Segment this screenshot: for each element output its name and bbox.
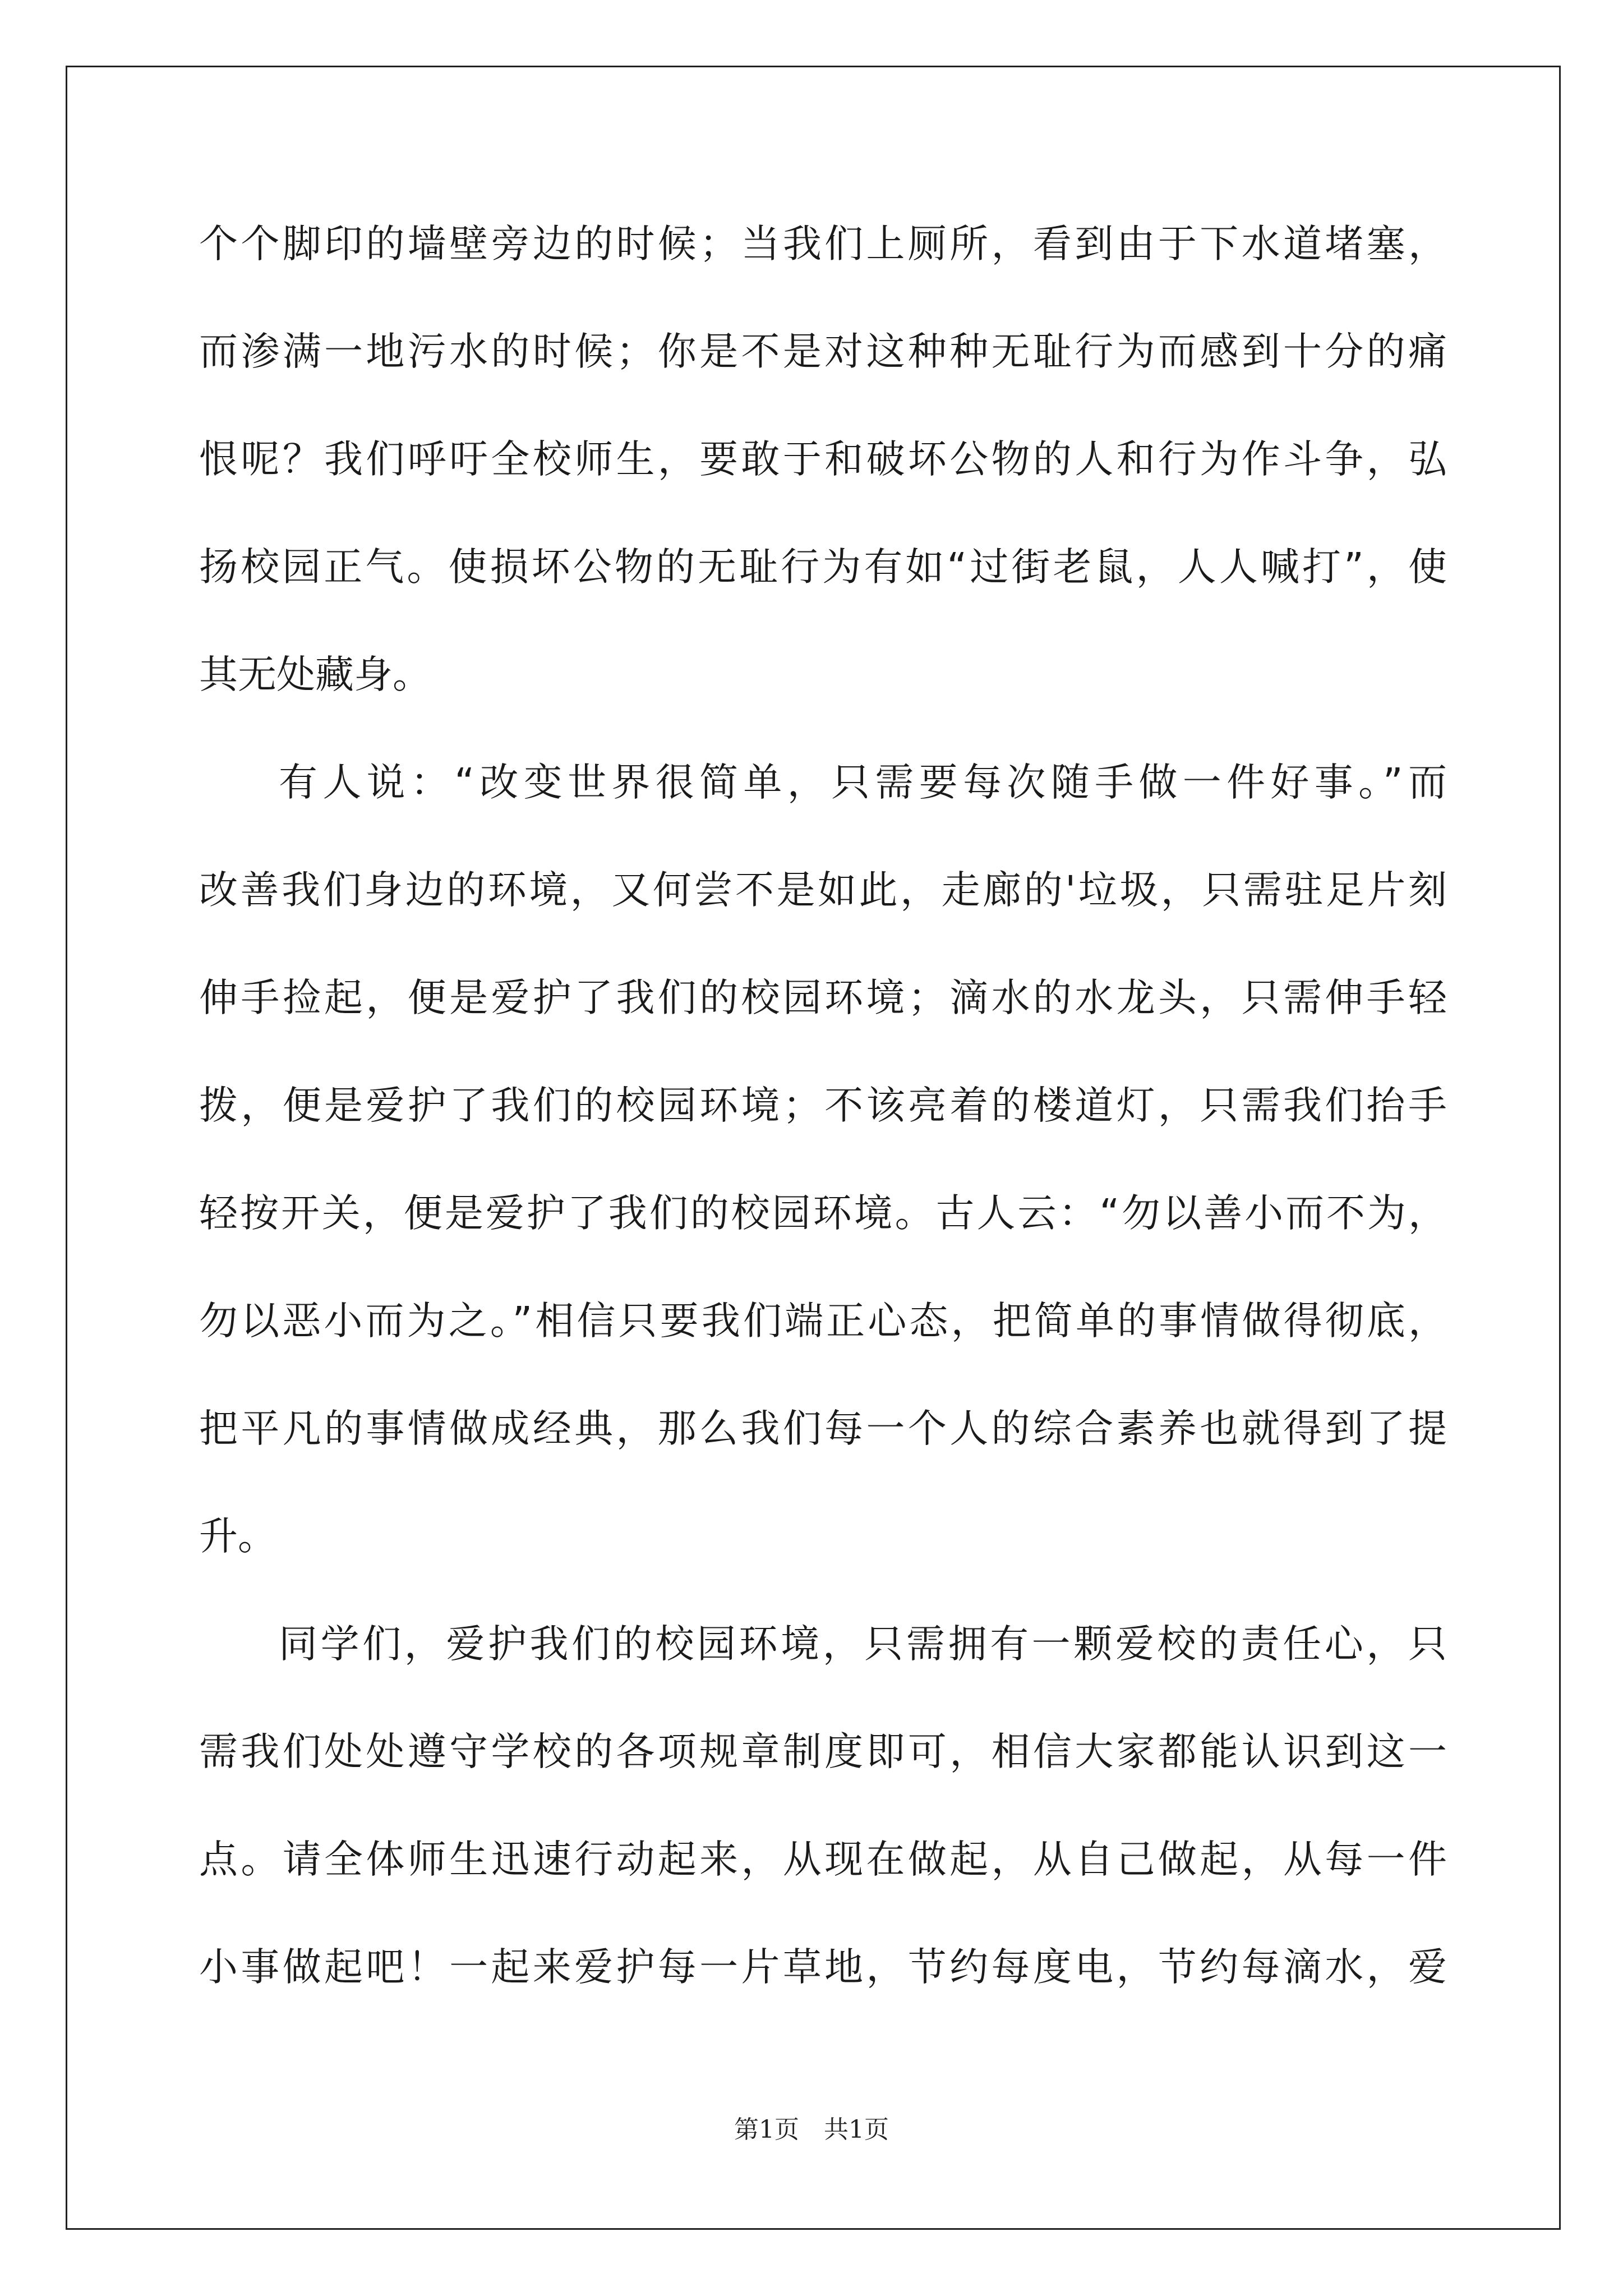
text-line: 伸手捡起，便是爱护了我们的校园环境；滴水的水龙头，只需伸手轻 [199, 976, 1447, 1020]
text-line: 勿以恶小而为之。”相信只要我们端正心态，把简单的事情做得彻底， [199, 1299, 1447, 1343]
document-body [199, 210, 1447, 2041]
text-line: 有人说：“改变世界很简单，只需要每次随手做一件好事。”而 [279, 760, 1447, 805]
text-line: 升。 [199, 1514, 276, 1559]
text-line: 点。请全体师生迅速行动起来，从现在做起，从自己做起，从每一件 [199, 1837, 1447, 1882]
text-line: 小事做起吧！一起来爱护每一片草地，节约每度电，节约每滴水，爱 [199, 1945, 1447, 1990]
text-line: 扬校园正气。使损坏公物的无耻行为有如“过街老鼠，人人喊打”，使 [199, 545, 1447, 590]
text-line: 其无处藏身。 [199, 652, 431, 697]
text-line: 改善我们身边的环境，又何尝不是如此，走廊的'垃圾，只需驻足片刻 [199, 868, 1447, 913]
text-line: 轻按开关，便是爱护了我们的校园环境。古人云：“勿以善小而不为， [199, 1191, 1447, 1236]
text-line: 个个脚印的墙壁旁边的时候；当我们上厕所，看到由于下水道堵塞， [199, 222, 1447, 266]
text-line: 同学们，爱护我们的校园环境，只需拥有一颗爱校的责任心，只 [279, 1622, 1447, 1667]
text-line: 把平凡的事情做成经典，那么我们每一个人的综合素养也就得到了提 [199, 1406, 1447, 1451]
text-line: 拨，便是爱护了我们的校园环境；不该亮着的楼道灯，只需我们抬手 [199, 1083, 1447, 1128]
page-number-footer: 第1页 共1页 [734, 2115, 889, 2144]
text-line: 而渗满一地污水的时候；你是不是对这种种无耻行为而感到十分的痛 [199, 329, 1447, 374]
text-line: 需我们处处遵守学校的各项规章制度即可，相信大家都能认识到这一 [199, 1729, 1447, 1774]
text-line: 恨呢？我们呼吁全校师生，要敢于和破坏公物的人和行为作斗争，弘 [199, 437, 1447, 482]
